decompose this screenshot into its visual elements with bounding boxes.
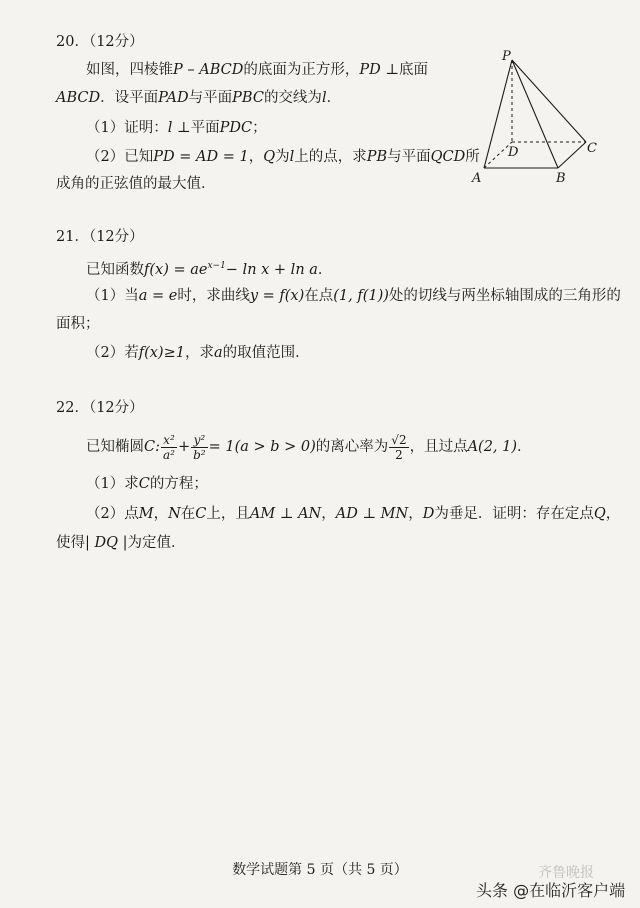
label-A: A [472, 171, 482, 186]
edge-PC [512, 60, 586, 142]
q22-part2-line1: （2）点M，N在C上，且AM ⊥ AN，AD ⊥ MN，D为垂足．证明：存在定点Q， [86, 506, 621, 522]
watermark-main: 头条 @在临沂客户端 [476, 881, 626, 900]
q21-statement: 已知函数$f(x) = ae^{x-1}- \ln x + \ln a$． [86, 261, 333, 278]
q20-part2-line1: （2）已知PD = AD = 1，Q为l上的点，求PB与平面QCD所 [86, 149, 480, 165]
label-B: B [556, 171, 566, 186]
page-footer: 数学试题第 5 页（共 5 页） [232, 862, 408, 878]
edge-PB [512, 60, 558, 168]
fraction-y2-b2: $\frac{\text{y²}}{\text{b²}}$ [193, 432, 206, 462]
watermark-faint: 齐鲁晚报 [538, 865, 594, 881]
q20-statement-line2: ABCD．设平面PAD与平面PBC的交线为l． [56, 90, 342, 106]
label-C: C [587, 141, 597, 156]
q21-part1-line2: 面积； [56, 316, 100, 332]
q20-part2-line2: 成角的正弦值的最大值． [56, 176, 216, 192]
q21-part1-line1: （1）当a = e时，求曲线y = f(x)在点(1, f(1))处的切线与两坐标轴围成的三角形的 [86, 288, 621, 304]
edge-BC [558, 142, 586, 168]
fraction-x2-a2: $\frac{\text{x²}}{\text{a²}}$ [162, 432, 175, 462]
label-D: D [508, 145, 519, 160]
q22-statement: 已知椭圆C: $\frac{\text{x²}}{\text{a²}}$ + $\frac{\text{y²}}{\text{b²}}$ = 1(a > b > 0)的离心率为 $\frac{√2}{2}$ ，且过点A(2, 1)． [86, 432, 532, 462]
label-P: P [502, 49, 511, 64]
q22-header: 22．（12分） [56, 400, 144, 416]
q20-statement-line1: 如图，四棱锥P – ABCD的底面为正方形，PD ⊥底面 [86, 62, 428, 78]
pyramid-diagram [470, 48, 610, 188]
q22-part2-line2: 使得| DQ |为定值． [56, 535, 186, 551]
q20-part1: （1）证明：l ⊥平面PDC； [86, 120, 267, 136]
q21-part2: （2）若f(x)≥1，求a的取值范围． [86, 345, 310, 361]
q20-header: 20．（12分） [56, 34, 144, 50]
q21-header: 21．（12分） [56, 229, 144, 245]
fraction-eccentricity: $\frac{√2}{2}$ [391, 432, 407, 462]
q22-part1: （1）求C的方程； [86, 476, 208, 492]
